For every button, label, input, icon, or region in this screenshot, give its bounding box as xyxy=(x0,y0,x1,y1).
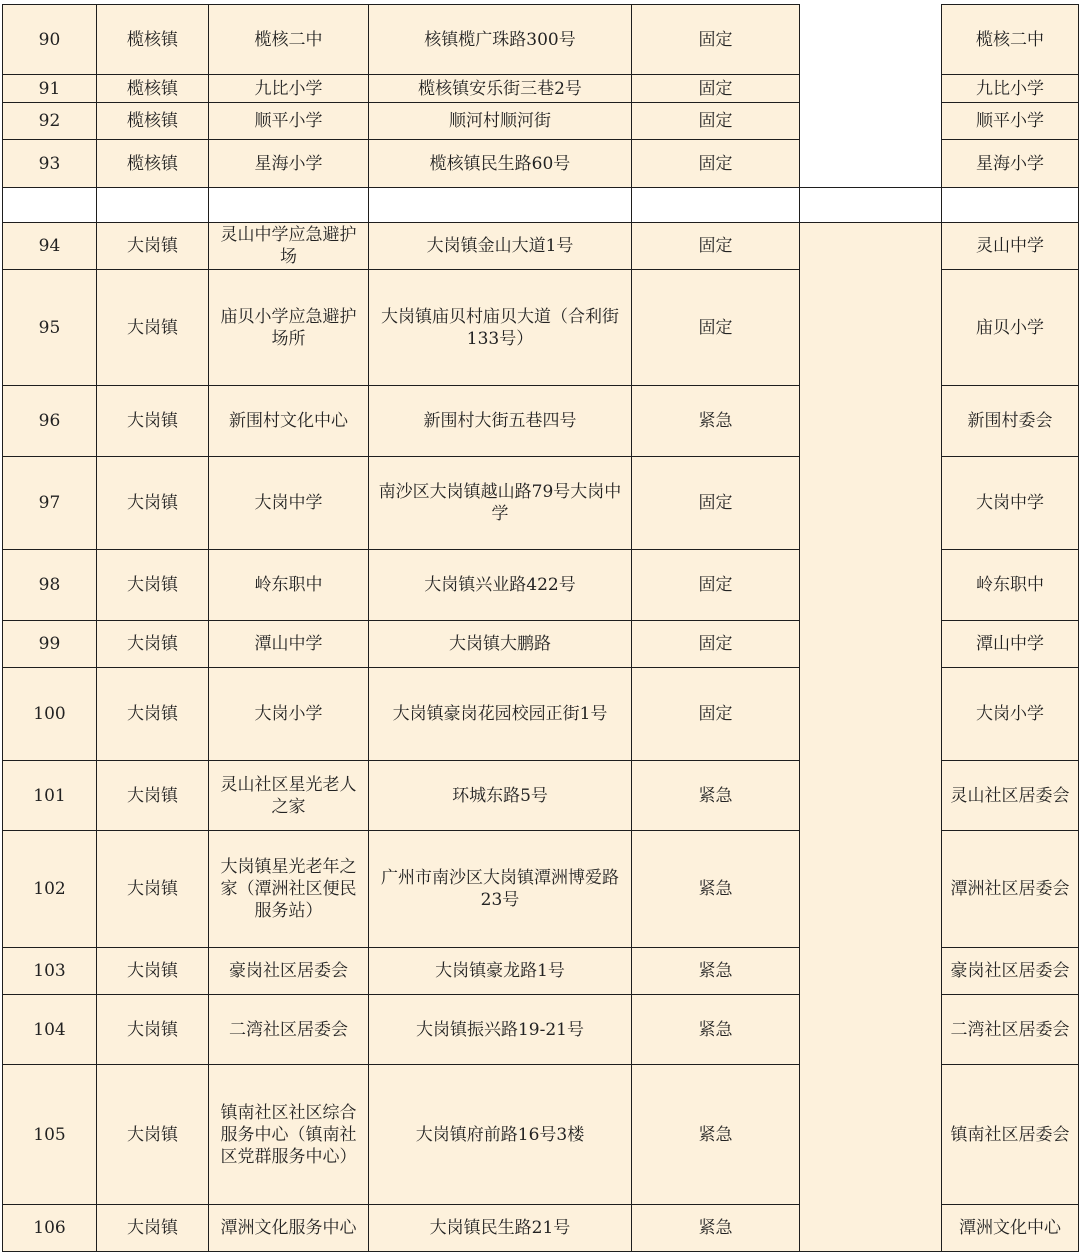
table-row xyxy=(0,620,1080,668)
cell-address: 榄核镇安乐街三巷2号 xyxy=(368,74,632,103)
cell-type: 固定 xyxy=(631,4,800,75)
cell-address: 广州市南沙区大岗镇潭洲博爱路23号 xyxy=(368,830,632,948)
cell-empty xyxy=(799,830,942,948)
table-row xyxy=(0,667,1080,761)
cell-site-name: 大岗小学 xyxy=(208,667,369,761)
table-row xyxy=(0,994,1080,1065)
cell-site-name: 九比小学 xyxy=(208,74,369,103)
cell-town: 大岗镇 xyxy=(96,385,209,457)
cell-empty xyxy=(799,760,942,831)
cell-town: 大岗镇 xyxy=(96,1204,209,1252)
cell-address: 大岗镇金山大道1号 xyxy=(368,222,632,270)
cell-empty xyxy=(799,102,942,140)
cell-number xyxy=(2,187,97,223)
cell-type: 紧急 xyxy=(631,994,800,1065)
cell-number: 100 xyxy=(2,667,97,761)
cell-site-name: 大岗中学 xyxy=(208,456,369,550)
cell-site-name: 潭洲文化服务中心 xyxy=(208,1204,369,1252)
cell-empty xyxy=(799,222,942,270)
cell-number: 95 xyxy=(2,269,97,386)
cell-address: 大岗镇振兴路19-21号 xyxy=(368,994,632,1065)
cell-address: 大岗镇民生路21号 xyxy=(368,1204,632,1252)
cell-type: 紧急 xyxy=(631,760,800,831)
cell-type: 固定 xyxy=(631,102,800,140)
cell-type: 紧急 xyxy=(631,830,800,948)
cell-number: 105 xyxy=(2,1064,97,1205)
cell-type: 紧急 xyxy=(631,1204,800,1252)
cell-town: 榄核镇 xyxy=(96,74,209,103)
cell-type xyxy=(631,187,800,223)
cell-town: 大岗镇 xyxy=(96,456,209,550)
cell-unit: 星海小学 xyxy=(941,139,1079,188)
cell-number: 99 xyxy=(2,620,97,668)
cell-site-name: 大岗镇星光老年之家（潭洲社区便民服务站） xyxy=(208,830,369,948)
table-row xyxy=(0,760,1080,831)
cell-town: 大岗镇 xyxy=(96,269,209,386)
cell-unit xyxy=(941,187,1079,223)
cell-town: 榄核镇 xyxy=(96,139,209,188)
table-row xyxy=(0,549,1080,621)
cell-address: 环城东路5号 xyxy=(368,760,632,831)
cell-unit: 潭洲社区居委会 xyxy=(941,830,1079,948)
cell-number: 90 xyxy=(2,4,97,75)
cell-number: 96 xyxy=(2,385,97,457)
cell-empty xyxy=(799,549,942,621)
cell-unit: 顺平小学 xyxy=(941,102,1079,140)
cell-unit: 镇南社区居委会 xyxy=(941,1064,1079,1205)
cell-town xyxy=(96,187,209,223)
cell-address: 新围村大街五巷四号 xyxy=(368,385,632,457)
cell-site-name: 灵山社区星光老人之家 xyxy=(208,760,369,831)
table-row-empty xyxy=(0,187,1080,223)
cell-site-name: 二湾社区居委会 xyxy=(208,994,369,1065)
cell-unit: 庙贝小学 xyxy=(941,269,1079,386)
cell-empty xyxy=(799,4,942,75)
cell-type: 固定 xyxy=(631,667,800,761)
cell-town: 大岗镇 xyxy=(96,760,209,831)
cell-address: 顺河村顺河街 xyxy=(368,102,632,140)
cell-site-name: 豪岗社区居委会 xyxy=(208,947,369,995)
cell-site-name: 新围村文化中心 xyxy=(208,385,369,457)
cell-address: 大岗镇兴业路422号 xyxy=(368,549,632,621)
table-row xyxy=(0,1204,1080,1252)
cell-address: 大岗镇豪龙路1号 xyxy=(368,947,632,995)
cell-site-name: 镇南社区社区综合服务中心（镇南社区党群服务中心） xyxy=(208,1064,369,1205)
cell-empty xyxy=(799,74,942,103)
cell-number: 101 xyxy=(2,760,97,831)
table-row xyxy=(0,222,1080,270)
cell-site-name: 岭东职中 xyxy=(208,549,369,621)
cell-unit: 灵山社区居委会 xyxy=(941,760,1079,831)
cell-address: 大岗镇豪岗花园校园正街1号 xyxy=(368,667,632,761)
cell-number: 93 xyxy=(2,139,97,188)
cell-empty xyxy=(799,1064,942,1205)
cell-number: 98 xyxy=(2,549,97,621)
cell-town: 大岗镇 xyxy=(96,1064,209,1205)
cell-number: 102 xyxy=(2,830,97,948)
cell-site-name: 顺平小学 xyxy=(208,102,369,140)
cell-empty xyxy=(799,620,942,668)
cell-empty xyxy=(799,456,942,550)
cell-empty xyxy=(799,1204,942,1252)
cell-site-name: 灵山中学应急避护场 xyxy=(208,222,369,270)
cell-site-name xyxy=(208,187,369,223)
table-row xyxy=(0,74,1080,103)
cell-site-name: 庙贝小学应急避护场所 xyxy=(208,269,369,386)
cell-address: 大岗镇府前路16号3楼 xyxy=(368,1064,632,1205)
cell-empty xyxy=(799,187,942,223)
cell-empty xyxy=(799,994,942,1065)
cell-town: 大岗镇 xyxy=(96,830,209,948)
table-row xyxy=(0,947,1080,995)
table-row xyxy=(0,139,1080,188)
cell-type: 紧急 xyxy=(631,385,800,457)
cell-unit: 豪岗社区居委会 xyxy=(941,947,1079,995)
cell-address xyxy=(368,187,632,223)
table-row xyxy=(0,385,1080,457)
table-row xyxy=(0,456,1080,550)
cell-address: 核镇榄广珠路300号 xyxy=(368,4,632,75)
cell-type: 固定 xyxy=(631,620,800,668)
table-row xyxy=(0,1064,1080,1205)
cell-empty xyxy=(799,385,942,457)
cell-unit: 九比小学 xyxy=(941,74,1079,103)
table-row xyxy=(0,830,1080,948)
cell-type: 固定 xyxy=(631,549,800,621)
cell-address: 大岗镇大鹏路 xyxy=(368,620,632,668)
cell-unit: 潭洲文化中心 xyxy=(941,1204,1079,1252)
cell-empty xyxy=(799,269,942,386)
cell-address: 南沙区大岗镇越山路79号大岗中学 xyxy=(368,456,632,550)
cell-address: 榄核镇民生路60号 xyxy=(368,139,632,188)
cell-number: 97 xyxy=(2,456,97,550)
cell-address: 大岗镇庙贝村庙贝大道（合利街133号） xyxy=(368,269,632,386)
cell-town: 榄核镇 xyxy=(96,102,209,140)
cell-unit: 二湾社区居委会 xyxy=(941,994,1079,1065)
cell-unit: 新围村委会 xyxy=(941,385,1079,457)
cell-number: 103 xyxy=(2,947,97,995)
table-row xyxy=(0,269,1080,386)
cell-town: 大岗镇 xyxy=(96,620,209,668)
cell-number: 104 xyxy=(2,994,97,1065)
table-row xyxy=(0,4,1080,75)
cell-town: 大岗镇 xyxy=(96,947,209,995)
cell-unit: 榄核二中 xyxy=(941,4,1079,75)
cell-site-name: 潭山中学 xyxy=(208,620,369,668)
cell-site-name: 榄核二中 xyxy=(208,4,369,75)
cell-empty xyxy=(799,947,942,995)
cell-unit: 大岗中学 xyxy=(941,456,1079,550)
cell-number: 106 xyxy=(2,1204,97,1252)
cell-town: 大岗镇 xyxy=(96,667,209,761)
cell-unit: 岭东职中 xyxy=(941,549,1079,621)
cell-type: 固定 xyxy=(631,74,800,103)
cell-town: 大岗镇 xyxy=(96,994,209,1065)
cell-type: 固定 xyxy=(631,456,800,550)
cell-number: 91 xyxy=(2,74,97,103)
cell-type: 紧急 xyxy=(631,947,800,995)
cell-number: 92 xyxy=(2,102,97,140)
cell-unit: 潭山中学 xyxy=(941,620,1079,668)
cell-site-name: 星海小学 xyxy=(208,139,369,188)
table-row xyxy=(0,102,1080,140)
cell-number: 94 xyxy=(2,222,97,270)
cell-type: 紧急 xyxy=(631,1064,800,1205)
cell-type: 固定 xyxy=(631,222,800,270)
cell-type: 固定 xyxy=(631,139,800,188)
cell-town: 大岗镇 xyxy=(96,549,209,621)
cell-empty xyxy=(799,139,942,188)
cell-unit: 大岗小学 xyxy=(941,667,1079,761)
cell-empty xyxy=(799,667,942,761)
cell-unit: 灵山中学 xyxy=(941,222,1079,270)
cell-type: 固定 xyxy=(631,269,800,386)
cell-town: 榄核镇 xyxy=(96,4,209,75)
cell-town: 大岗镇 xyxy=(96,222,209,270)
